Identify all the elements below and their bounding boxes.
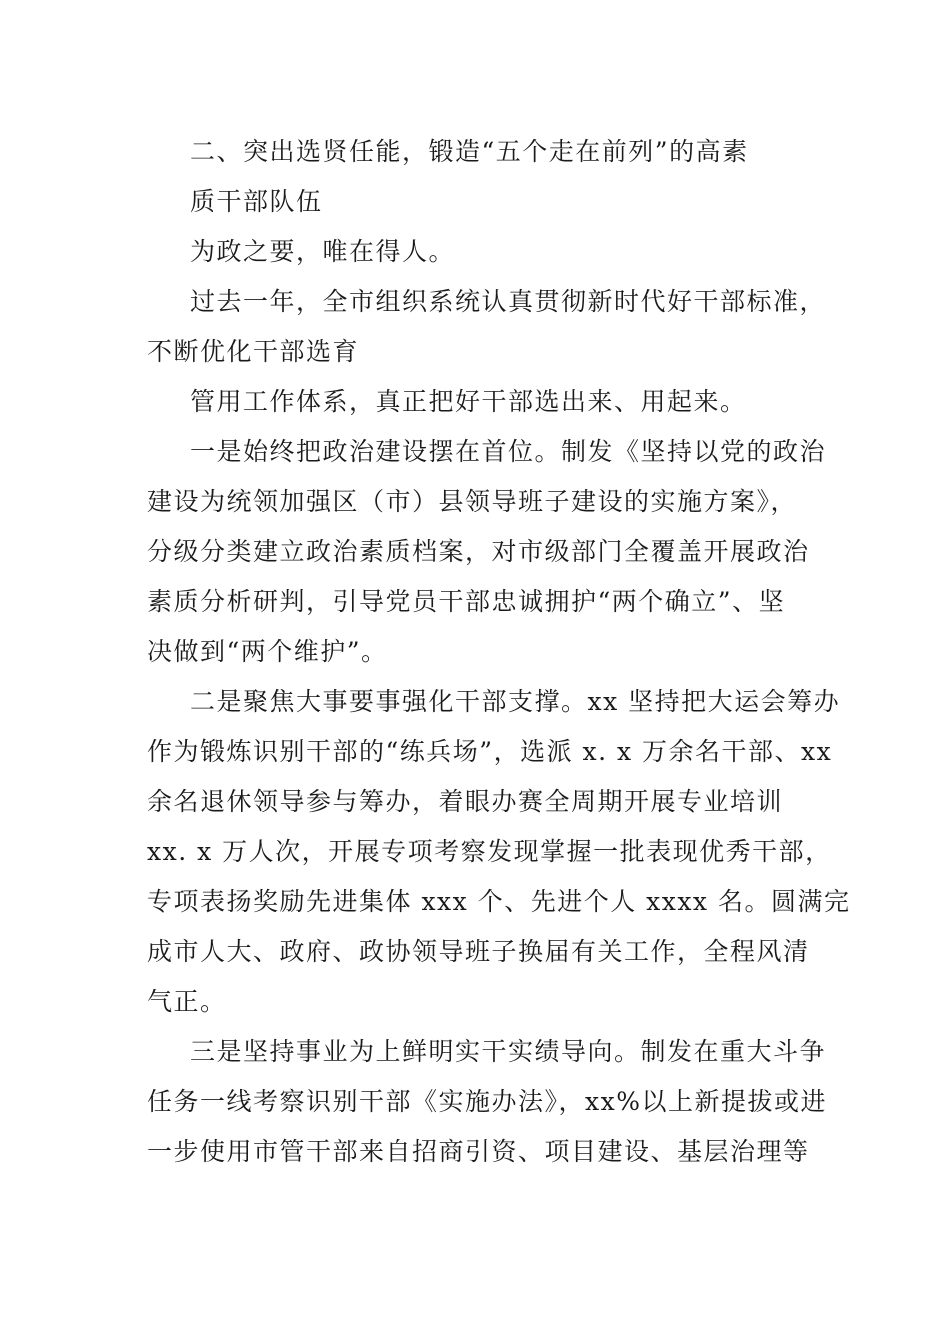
paragraph-line: 一步使用市管干部来自招商引资、项目建设、基层治理等 [147,1137,810,1166]
paragraph-line: xx. x 万人次，开展专项考察发现掌握一批表现优秀干部， [147,837,832,866]
paragraph-line: 一是始终把政治建设摆在首位。制发《坚持以党的政治 [190,437,827,466]
paragraph-line: 为政之要，唯在得人。 [190,237,456,266]
paragraph-line: 三是坚持事业为上鲜明实干实绩导向。制发在重大斗争 [190,1037,827,1066]
paragraph-line: 分级分类建立政治素质档案，对市级部门全覆盖开展政治 [147,537,810,566]
paragraph-line: 素质分析研判，引导党员干部忠诚拥护“两个确立”、坚 [147,587,786,616]
paragraph-line: 余名退休领导参与筹办，着眼办赛全周期开展专业培训 [147,787,784,816]
paragraph-line: 不断优化干部选育 [147,337,360,366]
heading-line-2: 质干部队伍 [190,187,323,216]
paragraph-line: 任务一线考察识别干部《实施办法》，xx%以上新提拔或进 [147,1087,827,1116]
paragraph-line: 成市人大、政府、政协领导班子换届有关工作，全程风清 [147,937,810,966]
paragraph-line: 专项表扬奖励先进集体 xxx 个、先进个人 xxxx 名。圆满完 [147,887,851,916]
paragraph-line: 作为锻炼识别干部的“练兵场”，选派 x. x 万余名干部、xx [147,737,833,766]
paragraph-line: 过去一年，全市组织系统认真贯彻新时代好干部标准， [190,287,827,316]
paragraph-line: 决做到“两个维护”。 [147,637,388,666]
paragraph-line: 气正。 [147,987,227,1016]
heading-line-1: 二、突出选贤任能，锻造“五个走在前列”的高素 [190,137,749,166]
paragraph-line: 管用工作体系，真正把好干部选出来、用起来。 [190,387,747,416]
paragraph-line: 二是聚焦大事要事强化干部支撑。xx 坚持把大运会筹办 [190,687,841,716]
paragraph-line: 建设为统领加强区（市）县领导班子建设的实施方案》， [147,487,798,516]
